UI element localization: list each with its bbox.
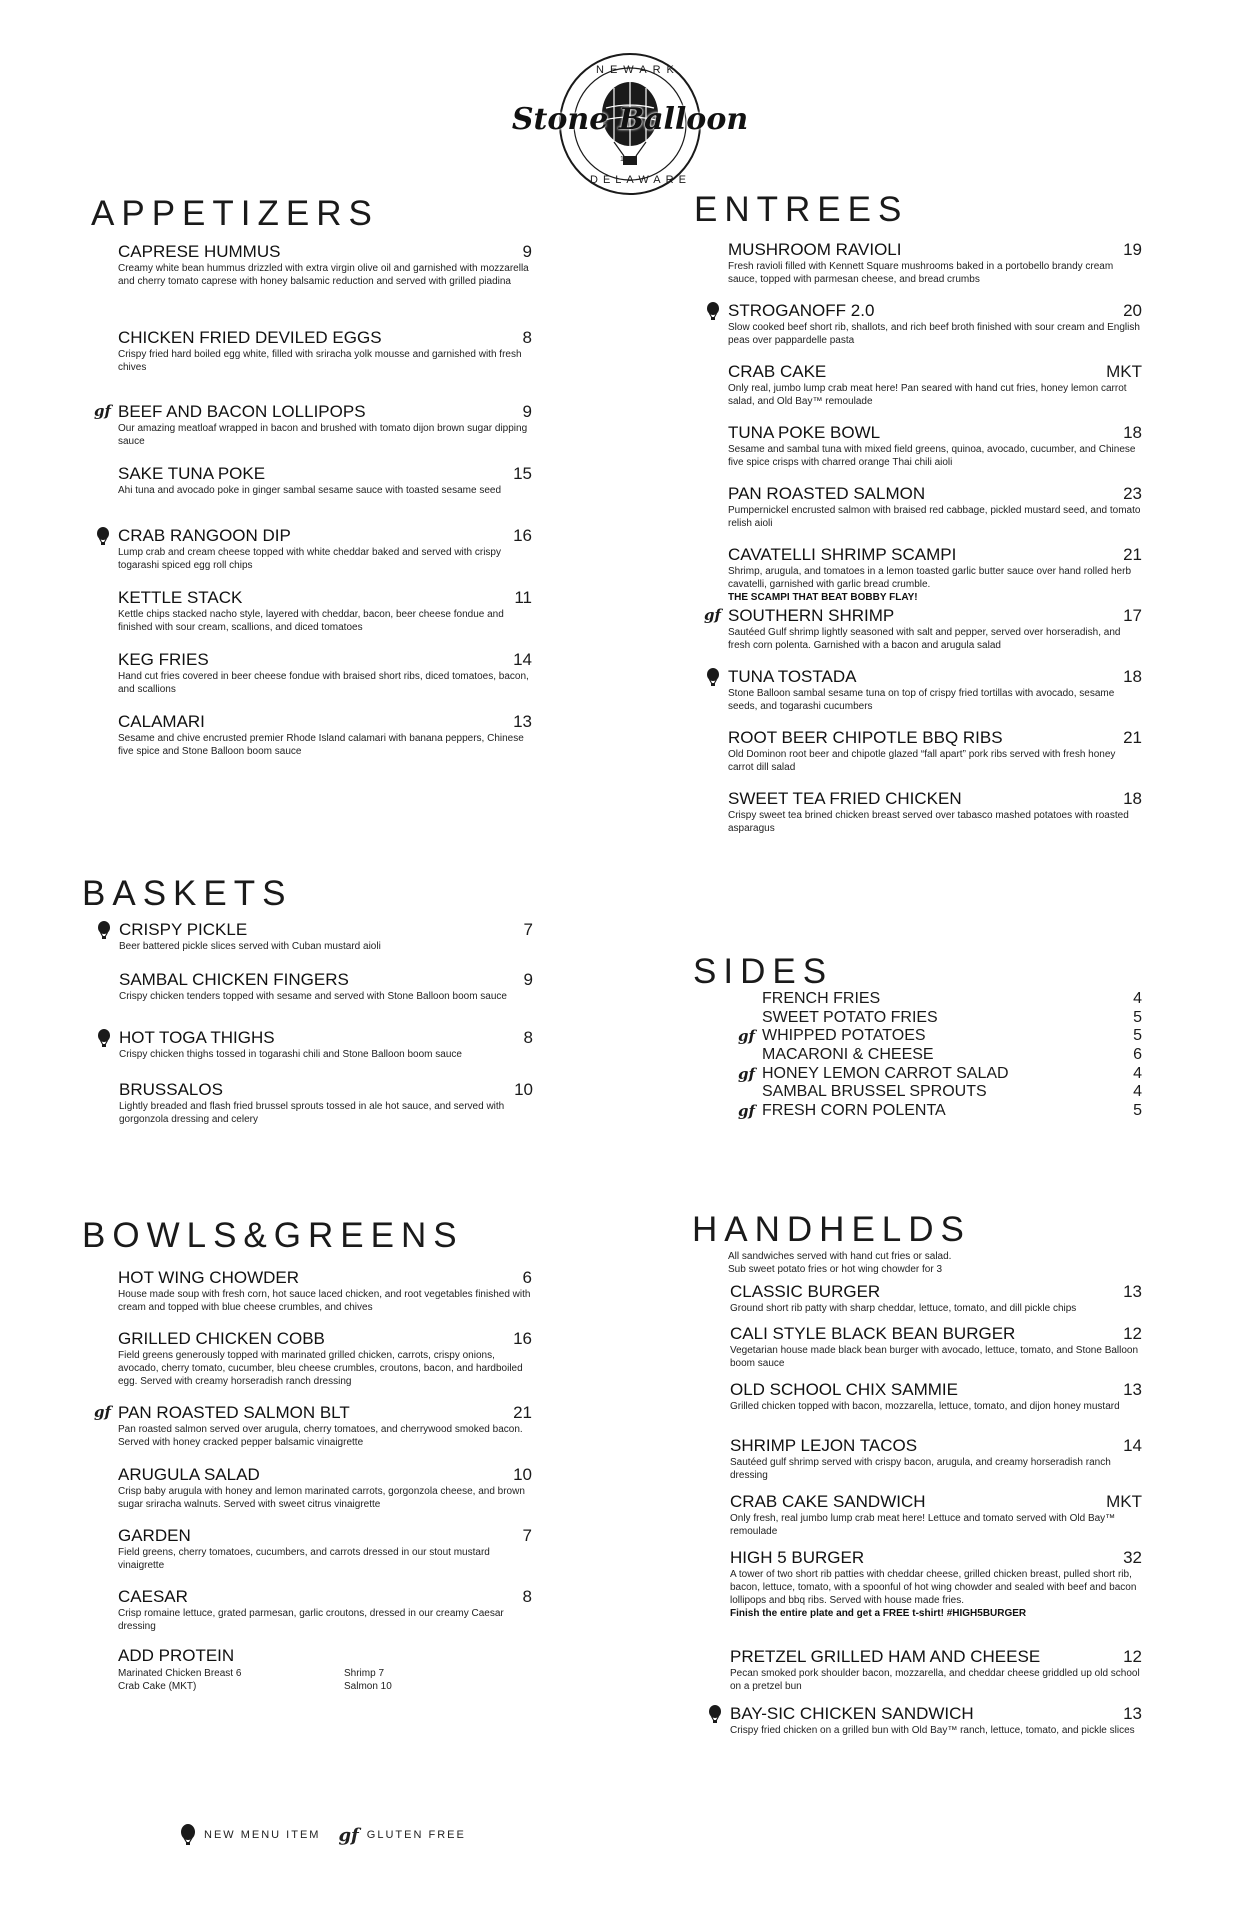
- new-item-icon: [180, 1824, 196, 1846]
- entree-item-price: 18: [1123, 667, 1142, 686]
- appetizer-item-description: Lump crab and cream cheese topped with white cheddar baked and served with crispy togarashi spiced egg roll chips: [118, 547, 501, 571]
- logo-year: 1972: [620, 156, 636, 163]
- handheld-item-name: SHRIMP LEJON TACOS: [730, 1436, 918, 1455]
- side-item-price: 5: [1133, 1102, 1142, 1120]
- entree-item: [728, 362, 1142, 408]
- appetizer-item: [118, 464, 532, 497]
- bowl-item: [118, 1587, 532, 1633]
- basket-item: [119, 920, 533, 953]
- entree-item-name: CRAB CAKE: [728, 362, 827, 381]
- bowl-item-name: GRILLED CHICKEN COBB: [118, 1329, 325, 1348]
- entree-item-price: 19: [1123, 240, 1142, 259]
- menu-legend: [180, 1822, 466, 1848]
- bowl-item-price: 8: [522, 1587, 532, 1606]
- side-item-name: WHIPPED POTATOES: [762, 1027, 926, 1045]
- gluten-free-label: GLUTEN FREE: [366, 1829, 466, 1841]
- bowl-item-name: ARUGULA SALAD: [118, 1465, 260, 1484]
- handhelds-intro-line: Sub sweet potato fries or hot wing chowder for 3: [728, 1264, 943, 1275]
- basket-item-price: 8: [523, 1028, 533, 1047]
- side-item: [762, 1046, 1142, 1065]
- entree-item-description: Only real, jumbo lump crab meat here! Pan seared with hand cut fries, honey lemon carrot salad, and Old Bay™ remoulade: [728, 383, 1127, 407]
- appetizer-item-description: Our amazing meatloaf wrapped in bacon and brushed with tomato dijon brown sugar dipping sauce: [118, 423, 528, 447]
- appetizer-item-price: 11: [514, 588, 532, 607]
- gluten-free-icon: gf: [738, 1027, 755, 1046]
- appetizer-item-price: 16: [513, 526, 532, 545]
- side-item-name: FRENCH FRIES: [762, 990, 881, 1007]
- basket-item: [119, 1028, 533, 1061]
- handheld-item: [730, 1548, 1142, 1620]
- side-item: [738, 1102, 1142, 1121]
- bowl-item-description: Pan roasted salmon served over arugula, cherry tomatoes, and cherrywood smoked bacon. Served with honey cracked pepper balsamic vinaigrette: [118, 1424, 523, 1448]
- entree-item-name: STROGANOFF 2.0: [728, 301, 875, 320]
- appetizer-item-price: 9: [522, 402, 532, 421]
- entree-item-note: THE SCAMPI THAT BEAT BOBBY FLAY!: [728, 592, 918, 603]
- entree-item-description: Sautéed Gulf shrimp lightly seasoned with salt and pepper, served over horseradish, and fresh corn polenta. Garnished with a bacon and arugula salad: [728, 627, 1121, 651]
- appetizer-item-description: Crispy fried hard boiled egg white, filled with sriracha yolk mousse and garnished with fresh chives: [118, 349, 522, 373]
- basket-item-name: CRISPY PICKLE: [119, 920, 248, 939]
- new-item-icon: [97, 921, 111, 939]
- side-item: [762, 1009, 1142, 1028]
- side-item: [762, 1083, 1142, 1102]
- handheld-item-name: CRAB CAKE SANDWICH: [730, 1492, 926, 1511]
- handheld-item-price: 13: [1123, 1704, 1142, 1723]
- basket-item-description: Lightly breaded and flash fried brussel sprouts tossed in ale hot sauce, and served with gorgonzola dressing and celery: [119, 1101, 505, 1125]
- entree-item-price: 17: [1123, 606, 1142, 625]
- sides-title: SIDES: [693, 952, 834, 991]
- appetizer-item: [118, 328, 532, 374]
- basket-item-price: 9: [523, 970, 533, 989]
- appetizer-item-price: 9: [522, 242, 532, 261]
- handheld-item-name: PRETZEL GRILLED HAM AND CHEESE: [730, 1647, 1041, 1666]
- side-item: [738, 1064, 1142, 1084]
- handheld-item-description: Sautéed gulf shrimp served with crispy bacon, arugula, and creamy horseradish ranch dressing: [730, 1457, 1111, 1481]
- bowl-item-name: GARDEN: [118, 1526, 191, 1545]
- entree-item-name: TUNA TOSTADA: [728, 667, 857, 686]
- logo-top-text: NEWARK: [596, 64, 680, 76]
- entree-item-description: Pumpernickel encrusted salmon with braised red cabbage, pickled mustard seed, and tomato relish aioli: [728, 505, 1141, 529]
- entree-item-name: PAN ROASTED SALMON: [728, 484, 926, 503]
- new-item-icon: [96, 527, 110, 545]
- entree-item-description: Fresh ravioli filled with Kennett Square mushrooms baked in a portobello brandy cream sauce, topped with parmesan cheese, and bread crumbs: [728, 261, 1114, 285]
- entree-item-price: 18: [1123, 789, 1142, 808]
- bowl-item-price: 6: [522, 1268, 532, 1287]
- bowl-item-price: 7: [522, 1526, 532, 1545]
- appetizer-item-name: CHICKEN FRIED DEVILED EGGS: [118, 328, 382, 347]
- basket-item-description: Crispy chicken tenders topped with sesame and served with Stone Balloon boom sauce: [119, 991, 507, 1002]
- side-item-price: 4: [1133, 1083, 1142, 1101]
- appetizer-item: [118, 242, 532, 288]
- appetizer-item: [118, 650, 532, 696]
- side-item-name: HONEY LEMON CARROT SALAD: [762, 1064, 1009, 1082]
- handheld-item-price: 32: [1123, 1548, 1142, 1567]
- side-item: [762, 990, 1142, 1009]
- appetizer-item-name: CRAB RANGOON DIP: [118, 526, 291, 545]
- appetizer-item: [118, 712, 532, 758]
- protein-option: Crab Cake (MKT): [118, 1681, 197, 1692]
- bowl-item-description: Field greens, cherry tomatoes, cucumbers, and carrots dressed in our stout mustard vinaigrette: [118, 1547, 490, 1571]
- appetizer-item-price: 13: [513, 712, 532, 731]
- gluten-free-icon: gf: [704, 606, 721, 624]
- gluten-free-icon: gf: [94, 1403, 111, 1421]
- bowl-item: [118, 1268, 532, 1314]
- bowl-item: [118, 1329, 532, 1388]
- entree-item-description: Sesame and sambal tuna with mixed field greens, quinoa, avocado, cucumber, and Chinese five spice crisps with charred orange Thai chili aioli: [728, 444, 1136, 468]
- handheld-item-name: CLASSIC BURGER: [730, 1282, 881, 1301]
- bowl-item-name: CAESAR: [118, 1587, 188, 1606]
- appetizer-item-price: 8: [522, 328, 532, 347]
- side-item-price: 5: [1133, 1027, 1142, 1045]
- appetizer-item-description: Hand cut fries covered in beer cheese fondue with braised short ribs, diced tomatoes, bacon, and scallions: [118, 671, 529, 695]
- entrees-title: ENTREES: [694, 190, 909, 229]
- handheld-item: [730, 1380, 1142, 1413]
- entree-item: [728, 789, 1142, 835]
- side-item-name: FRESH CORN POLENTA: [762, 1102, 946, 1120]
- entree-item: [728, 545, 1142, 604]
- handheld-item-name: OLD SCHOOL CHIX SAMMIE: [730, 1380, 958, 1399]
- appetizer-item: [94, 402, 532, 448]
- entree-item-name: ROOT BEER CHIPOTLE BBQ RIBS: [728, 728, 1003, 747]
- basket-item-description: Crispy chicken thighs tossed in togarashi chili and Stone Balloon boom sauce: [119, 1049, 462, 1060]
- handheld-item-description: Vegetarian house made black bean burger with avocado, lettuce, tomato, and Stone Balloon boom sauce: [730, 1345, 1139, 1369]
- appetizer-item-description: Ahi tuna and avocado poke in ginger sambal sesame sauce with toasted sesame seed: [118, 485, 502, 496]
- handheld-item-price: 13: [1123, 1380, 1142, 1399]
- bowl-item: [94, 1403, 532, 1449]
- handheld-item: [730, 1492, 1142, 1538]
- basket-item-name: BRUSSALOS: [119, 1080, 223, 1099]
- entree-item-price: 20: [1123, 301, 1142, 320]
- baskets-title: BASKETS: [82, 874, 293, 913]
- basket-item-price: 10: [514, 1080, 533, 1099]
- handheld-item-description: A tower of two short rib patties with cheddar cheese, grilled chicken breast, pulled short rib, bacon, lettuce, tomato, with a spoonful of hot wing chowder and sealed with beef and bacon lollipops and bbq ribs. Served with house made fries.: [730, 1569, 1137, 1606]
- new-item-icon: [97, 1029, 111, 1047]
- entree-item-description: Stone Balloon sambal sesame tuna on top of crispy fried tortillas with avocado, sesame seeds, and togarashi cucumbers: [728, 688, 1115, 712]
- bowl-item-description: Field greens generously topped with marinated grilled chicken, carrots, crispy onions, avocado, cherry tomato, cucumber, bleu cheese crumbles, croutons, bacon, and hardboiled egg. Served with creamy horseradish ranch dressing: [118, 1350, 523, 1387]
- handheld-item-note: Finish the entire plate and get a FREE t-shirt! #HIGH5BURGER: [730, 1608, 1027, 1619]
- bowl-item-description: Crisp baby arugula with honey and lemon marinated carrots, gorgonzola cheese, and brown sugar sriracha walnuts. Served with sweet citrus vinaigrette: [118, 1486, 525, 1510]
- handheld-item-description: Grilled chicken topped with bacon, mozzarella, lettuce, tomato, and dijon honey mustard: [730, 1401, 1120, 1412]
- appetizer-item-price: 14: [513, 650, 532, 669]
- gluten-free-icon: gf: [738, 1064, 755, 1083]
- entree-item-description: Crispy sweet tea brined chicken breast served over tabasco mashed potatoes with roasted asparagus: [728, 810, 1129, 834]
- handheld-item-description: Crispy fried chicken on a grilled bun with Old Bay™ ranch, lettuce, tomato, and pickle slices: [730, 1725, 1135, 1736]
- bowl-item-description: House made soup with fresh corn, hot sauce laced chicken, and root vegetables finished with cream and topped with blue cheese crumbles, and chives: [118, 1289, 531, 1313]
- entree-item: [728, 423, 1142, 469]
- entree-item-price: 21: [1123, 728, 1142, 747]
- basket-item-name: HOT TOGA THIGHS: [119, 1028, 275, 1047]
- handheld-item-price: 12: [1123, 1324, 1142, 1343]
- appetizer-item-description: Creamy white bean hummus drizzled with extra virgin olive oil and garnished with mozzarella and cherry tomato caprese with honey balsamic reduction and served with grilled piadina: [118, 263, 529, 287]
- entree-item: [728, 301, 1142, 347]
- side-item-name: MACARONI & CHEESE: [762, 1046, 934, 1064]
- handheld-item-name: BAY-SIC CHICKEN SANDWICH: [730, 1704, 974, 1723]
- handheld-item-price: MKT: [1106, 1492, 1142, 1511]
- entree-item-price: 23: [1123, 484, 1142, 503]
- stone-balloon-logo: [510, 44, 750, 204]
- new-item-icon: [706, 668, 720, 686]
- entree-item: [728, 484, 1142, 530]
- handheld-item-description: Ground short rib patty with sharp cheddar, lettuce, tomato, and dill pickle chips: [730, 1303, 1077, 1314]
- new-item-icon: [708, 1705, 722, 1723]
- handheld-item: [730, 1324, 1142, 1370]
- side-item: [738, 1027, 1142, 1046]
- basket-item: [119, 970, 533, 1003]
- appetizer-item: [118, 526, 532, 572]
- appetizer-item-name: KETTLE STACK: [118, 588, 243, 607]
- entree-item-name: TUNA POKE BOWL: [728, 423, 881, 442]
- handheld-item-price: 12: [1123, 1647, 1142, 1666]
- handheld-item-price: 14: [1123, 1436, 1142, 1455]
- appetizer-item: [118, 588, 532, 634]
- side-item-name: SWEET POTATO FRIES: [762, 1008, 938, 1026]
- appetizer-item-description: Kettle chips stacked nacho style, layered with cheddar, bacon, beer cheese fondue and finished with sour cream, scallions, and diced tomatoes: [118, 609, 504, 633]
- basket-item-description: Beer battered pickle slices served with Cuban mustard aioli: [119, 941, 381, 952]
- appetizer-item-name: CALAMARI: [118, 712, 205, 731]
- protein-option: Shrimp 7: [344, 1668, 385, 1679]
- entree-item-description: Old Dominon root beer and chipotle glazed “fall apart” pork ribs served with fresh honey carrot dill salad: [728, 749, 1116, 773]
- entree-item: [728, 728, 1142, 774]
- appetizer-item-name: KEG FRIES: [118, 650, 209, 669]
- entree-item-name: SWEET TEA FRIED CHICKEN: [728, 789, 962, 808]
- appetizer-item-name: BEEF AND BACON LOLLIPOPS: [118, 402, 366, 421]
- basket-item: [119, 1080, 533, 1126]
- gluten-free-icon: gf: [338, 1824, 359, 1846]
- bowl-item-price: 10: [513, 1465, 532, 1484]
- basket-item-price: 7: [523, 920, 533, 939]
- entree-item-price: 21: [1123, 545, 1142, 564]
- handheld-item: [730, 1704, 1142, 1737]
- bowl-item-price: 16: [513, 1329, 532, 1348]
- bowl-item-description: Crisp romaine lettuce, grated parmesan, garlic croutons, dressed in our creamy Caesar dressing: [118, 1608, 504, 1632]
- entree-item: [704, 606, 1142, 652]
- basket-item-name: SAMBAL CHICKEN FINGERS: [119, 970, 349, 989]
- side-item-price: 4: [1133, 1064, 1142, 1082]
- appetizers-title: APPETIZERS: [91, 194, 379, 233]
- bowl-item: [118, 1465, 532, 1511]
- handheld-item: [730, 1282, 1142, 1315]
- appetizer-item-description: Sesame and chive encrusted premier Rhode Island calamari with banana peppers, Chinese five spice and Stone Balloon boom sauce: [118, 733, 524, 757]
- gluten-free-icon: gf: [738, 1102, 755, 1121]
- protein-option: Salmon 10: [344, 1681, 392, 1692]
- handheld-item: [730, 1647, 1142, 1693]
- bowl-item-name: HOT WING CHOWDER: [118, 1268, 300, 1287]
- handheld-item: [730, 1436, 1142, 1482]
- bowl-item: [118, 1526, 532, 1572]
- protein-row: [118, 1680, 532, 1693]
- entree-item-description: Slow cooked beef short rib, shallots, and rich beef broth finished with sour cream and English peas over pappardelle pasta: [728, 322, 1140, 346]
- entree-item: [728, 240, 1142, 286]
- sides-list: [738, 990, 1142, 1121]
- handheld-item-name: HIGH 5 BURGER: [730, 1548, 865, 1567]
- new-item-icon: [706, 302, 720, 320]
- logo-name: Stone Balloon: [511, 102, 749, 137]
- handheld-item-description: Pecan smoked pork shoulder bacon, mozzarella, and cheddar cheese griddled up old school on a pretzel bun: [730, 1668, 1140, 1692]
- handheld-item-name: CALI STYLE BLACK BEAN BURGER: [730, 1324, 1016, 1343]
- handhelds-intro: [728, 1250, 1142, 1276]
- handhelds-intro-line: All sandwiches served with hand cut fries or salad.: [728, 1251, 952, 1262]
- handhelds-title: HANDHELDS: [692, 1210, 971, 1249]
- add-protein: [118, 1646, 532, 1693]
- side-item-name: SAMBAL BRUSSEL SPROUTS: [762, 1083, 987, 1101]
- handheld-item-price: 13: [1123, 1282, 1142, 1301]
- bowl-item-price: 21: [513, 1403, 532, 1422]
- entree-item: [728, 667, 1142, 713]
- entree-item-name: CAVATELLI SHRIMP SCAMPI: [728, 545, 957, 564]
- add-protein-label: ADD PROTEIN: [118, 1646, 235, 1665]
- entree-item-description: Shrimp, arugula, and tomatoes in a lemon toasted garlic butter sauce over hand rolled herb cavatelli, garnished with garlic bread crumble.: [728, 566, 1132, 590]
- protein-option: Marinated Chicken Breast 6: [118, 1668, 242, 1679]
- appetizer-item-name: CAPRESE HUMMUS: [118, 242, 281, 261]
- entree-item-price: MKT: [1106, 362, 1142, 381]
- handheld-item-description: Only fresh, real jumbo lump crab meat here! Lettuce and tomato served with Old Bay™ remoulade: [730, 1513, 1116, 1537]
- entree-item-name: MUSHROOM RAVIOLI: [728, 240, 902, 259]
- protein-row: [118, 1667, 532, 1680]
- gluten-free-icon: gf: [94, 402, 111, 420]
- side-item-price: 5: [1133, 1008, 1142, 1026]
- appetizer-item-name: SAKE TUNA POKE: [118, 464, 266, 483]
- entree-item-price: 18: [1123, 423, 1142, 442]
- side-item-price: 6: [1133, 1046, 1142, 1064]
- logo-bottom-text: DELAWARE: [590, 174, 691, 186]
- entree-item-name: SOUTHERN SHRIMP: [728, 606, 895, 625]
- new-item-label: NEW MENU ITEM: [204, 1829, 321, 1841]
- side-item-price: 4: [1133, 990, 1142, 1007]
- bowl-item-name: PAN ROASTED SALMON BLT: [118, 1403, 350, 1422]
- appetizer-item-price: 15: [513, 464, 532, 483]
- bowls-title: BOWLS&GREENS: [82, 1216, 464, 1255]
